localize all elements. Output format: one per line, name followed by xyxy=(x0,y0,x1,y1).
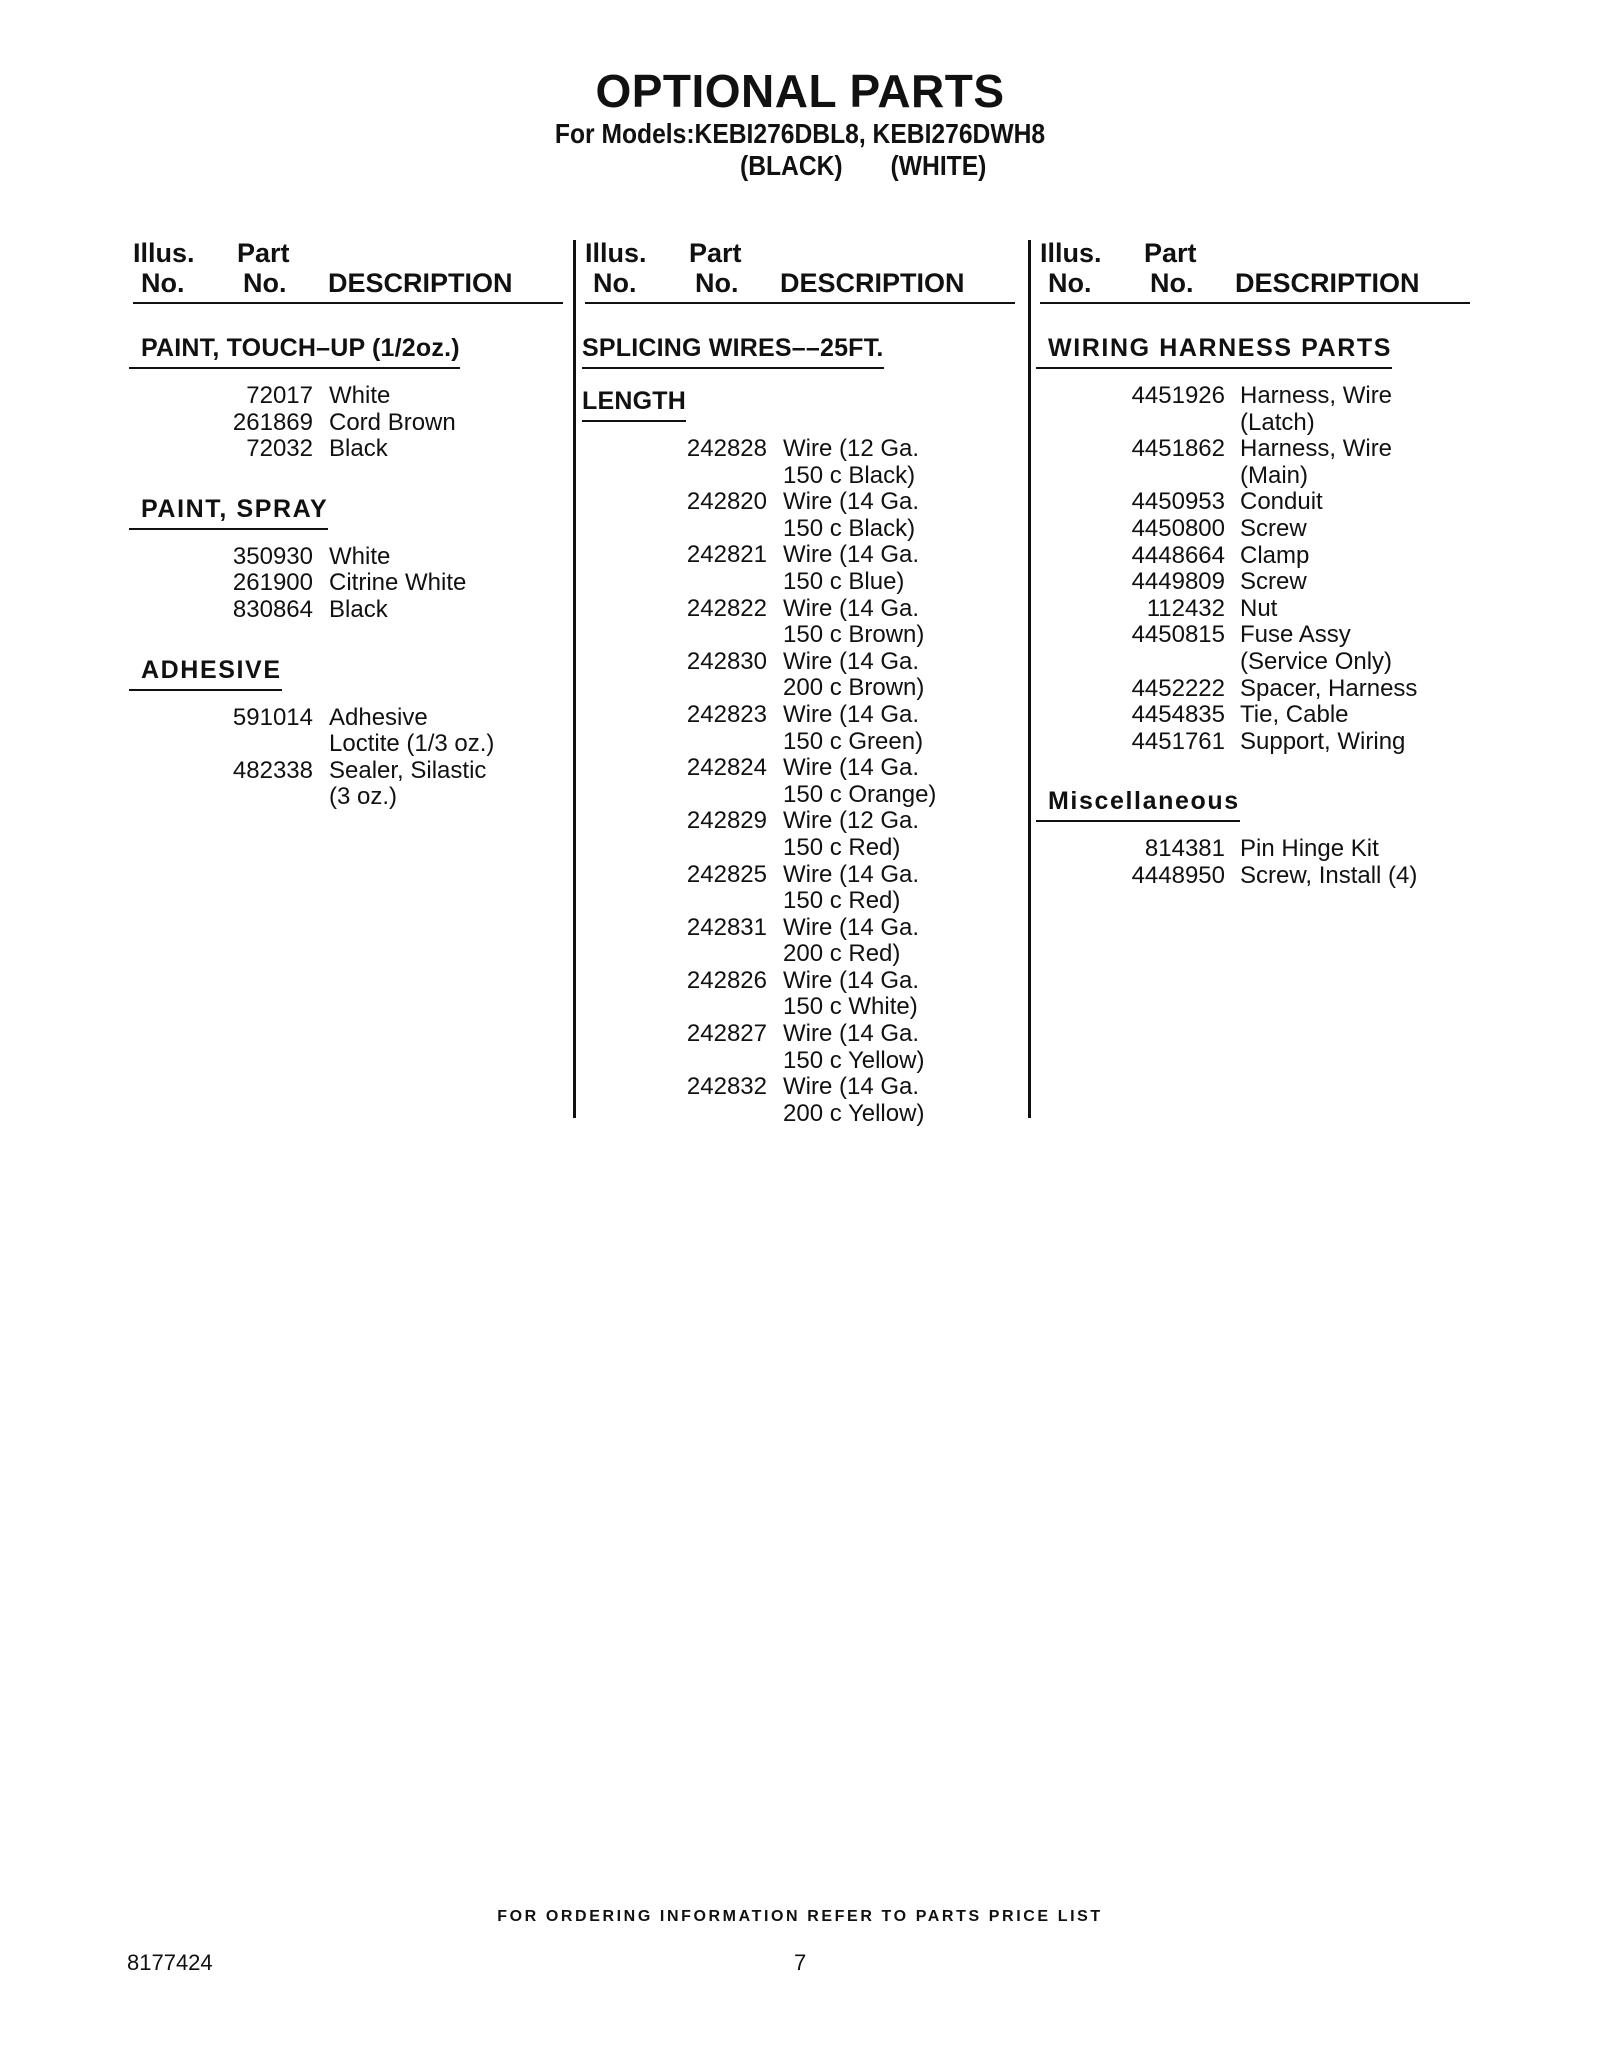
section-title: ADHESIVE xyxy=(129,656,282,691)
section-title: Miscellaneous xyxy=(1036,787,1240,822)
part-description: Wire (12 Ga. xyxy=(783,435,920,462)
header-part-2: No. xyxy=(243,268,287,298)
header-illus-2: No. xyxy=(1048,268,1092,298)
part-description: 150 c Orange) xyxy=(783,780,937,808)
part-number: 4449809 xyxy=(1131,568,1225,596)
part-description: Adhesive xyxy=(329,703,428,731)
part-row xyxy=(585,596,1015,649)
part-row xyxy=(133,544,563,571)
header-part-2: No. xyxy=(695,268,739,298)
part-description: (Service Only) xyxy=(1240,647,1393,675)
part-description: Black xyxy=(329,435,388,463)
part-row xyxy=(585,1074,1015,1127)
parts-list xyxy=(133,383,563,463)
part-row xyxy=(1040,436,1470,489)
part-row xyxy=(1040,569,1470,596)
part-description: 150 c White) xyxy=(783,993,918,1021)
part-row xyxy=(133,597,563,624)
part-description: Wire (14 Ga. xyxy=(783,647,920,675)
part-description: Screw xyxy=(1240,514,1307,542)
part-row xyxy=(1040,489,1470,516)
part-description: Wire (14 Ga. xyxy=(783,594,920,622)
part-row xyxy=(1040,622,1470,675)
part-row xyxy=(585,489,1015,542)
model-colors-line: (BLACK) (WHITE) xyxy=(740,150,987,181)
part-description: (Main) xyxy=(1240,461,1309,489)
parts-column-2 xyxy=(582,238,1015,1151)
part-row xyxy=(585,862,1015,915)
part-row xyxy=(1040,702,1470,729)
part-number: 242821 xyxy=(686,541,767,569)
part-number: 4451926 xyxy=(1131,382,1225,409)
part-row xyxy=(133,410,563,437)
part-description: Support, Wiring xyxy=(1240,727,1406,755)
part-description: Spacer, Harness xyxy=(1240,674,1418,702)
header-part-2: No. xyxy=(1150,268,1194,298)
part-description: White xyxy=(329,542,391,570)
part-number: 242830 xyxy=(686,647,767,675)
header-desc: DESCRIPTION xyxy=(1235,268,1420,298)
part-row xyxy=(585,915,1015,968)
header-part-1: Part xyxy=(237,238,290,268)
part-description: Wire (14 Ga. xyxy=(783,1020,920,1048)
part-number: 261869 xyxy=(232,408,313,436)
part-row xyxy=(1040,516,1470,543)
part-number: 242824 xyxy=(686,754,767,782)
part-number: 242827 xyxy=(686,1020,767,1048)
part-description: Nut xyxy=(1240,594,1278,622)
part-description: (3 oz.) xyxy=(329,783,398,811)
page-title: OPTIONAL PARTS xyxy=(595,65,1005,117)
part-row xyxy=(585,808,1015,861)
part-description: Harness, Wire xyxy=(1240,435,1393,463)
part-number: 242826 xyxy=(686,966,767,994)
column-divider xyxy=(573,240,576,1118)
part-description: 150 c Yellow) xyxy=(783,1046,925,1074)
header-desc: DESCRIPTION xyxy=(328,268,513,298)
page-number: 7 xyxy=(794,1950,807,1975)
part-number: 242829 xyxy=(686,807,767,835)
part-number: 814381 xyxy=(1144,835,1225,863)
part-description: 200 c Brown) xyxy=(783,674,925,702)
part-number: 261900 xyxy=(232,569,313,597)
header-rule xyxy=(133,302,563,304)
header-illus-2: No. xyxy=(593,268,637,298)
column-header xyxy=(1040,238,1470,302)
header-illus-1: Illus. xyxy=(1040,238,1102,268)
part-description: Wire (14 Ga. xyxy=(783,754,920,782)
header-part-1: Part xyxy=(689,238,742,268)
parts-list xyxy=(133,705,563,811)
part-number: 4450815 xyxy=(1131,621,1225,649)
parts-list xyxy=(133,544,563,624)
part-number: 242825 xyxy=(686,860,767,888)
part-row xyxy=(1040,729,1470,756)
header-illus-1: Illus. xyxy=(133,238,195,268)
part-row xyxy=(1040,383,1470,436)
part-description: 200 c Yellow) xyxy=(783,1099,925,1127)
part-description: Tie, Cable xyxy=(1240,701,1349,729)
parts-list xyxy=(1040,836,1470,889)
part-description: Conduit xyxy=(1240,488,1323,516)
part-description: Loctite (1/3 oz.) xyxy=(329,730,495,758)
part-description: Black xyxy=(329,595,388,623)
header-rule xyxy=(585,302,1015,304)
part-number: 4452222 xyxy=(1131,674,1225,702)
part-row xyxy=(1040,863,1470,890)
part-description: Wire (14 Ga. xyxy=(783,541,920,569)
part-description: Wire (12 Ga. xyxy=(783,807,920,835)
part-row xyxy=(133,570,563,597)
section-title: PAINT, TOUCH–UP (1/2oz.) xyxy=(129,334,460,369)
part-number: 72017 xyxy=(246,382,313,409)
part-row xyxy=(133,758,563,811)
part-number: 242831 xyxy=(686,913,767,941)
header-illus-1: Illus. xyxy=(585,238,647,268)
section-title-continued: LENGTH xyxy=(582,387,686,422)
column-header xyxy=(585,238,1015,302)
part-description: 150 c Blue) xyxy=(783,567,905,595)
part-description: Harness, Wire xyxy=(1240,382,1393,409)
section-title: SPLICING WIRES––25FT. xyxy=(582,334,884,369)
part-number: 242828 xyxy=(686,435,767,462)
part-row xyxy=(585,968,1015,1021)
part-description: Wire (14 Ga. xyxy=(783,913,920,941)
part-number: 4451761 xyxy=(1131,727,1225,755)
part-number: 242832 xyxy=(686,1073,767,1101)
models-line: For Models:KEBI276DBL8, KEBI276DWH8 xyxy=(554,118,1046,149)
part-number: 4450953 xyxy=(1131,488,1225,516)
part-row xyxy=(133,383,563,410)
part-description: Screw xyxy=(1240,568,1307,596)
column-divider xyxy=(1028,240,1031,1118)
document-number: 8177424 xyxy=(127,1950,213,1975)
parts-column-1 xyxy=(133,238,563,835)
section-title: WIRING HARNESS PARTS xyxy=(1036,334,1392,369)
part-description: Wire (14 Ga. xyxy=(783,1073,920,1101)
part-description: Fuse Assy xyxy=(1240,621,1351,649)
part-description: Pin Hinge Kit xyxy=(1240,835,1379,863)
ordering-note: FOR ORDERING INFORMATION REFER TO PARTS PRICE LIST xyxy=(497,1908,1103,1925)
part-row xyxy=(585,649,1015,702)
part-row xyxy=(585,755,1015,808)
part-description: Screw, Install (4) xyxy=(1240,861,1418,889)
part-description: 200 c Red) xyxy=(783,940,901,968)
part-row xyxy=(585,436,1015,489)
part-number: 242820 xyxy=(686,488,767,516)
header-part-1: Part xyxy=(1144,238,1197,268)
part-row xyxy=(1040,543,1470,570)
part-description: Wire (14 Ga. xyxy=(783,488,920,516)
part-description: Cord Brown xyxy=(329,408,456,436)
part-row xyxy=(585,1021,1015,1074)
part-row xyxy=(1040,596,1470,623)
part-row xyxy=(1040,836,1470,863)
part-description: Clamp xyxy=(1240,541,1310,569)
parts-column-3 xyxy=(1040,238,1470,914)
part-number: 242822 xyxy=(686,594,767,622)
part-number: 4451862 xyxy=(1131,435,1225,463)
part-description: 150 c Red) xyxy=(783,887,901,915)
part-description: 150 c Brown) xyxy=(783,621,925,649)
section-title: PAINT, SPRAY xyxy=(129,495,328,530)
part-number: 482338 xyxy=(232,756,313,784)
header-rule xyxy=(1040,302,1470,304)
part-description: 150 c Green) xyxy=(783,727,924,755)
part-number: 4448664 xyxy=(1131,541,1225,569)
header-illus-2: No. xyxy=(141,268,185,298)
part-description: 150 c Black) xyxy=(783,514,916,542)
part-description: 150 c Red) xyxy=(783,833,901,861)
part-number: 4448950 xyxy=(1131,861,1225,889)
column-header xyxy=(133,238,563,302)
part-number: 591014 xyxy=(232,703,313,731)
part-row xyxy=(585,702,1015,755)
part-description: White xyxy=(329,382,391,409)
part-row xyxy=(1040,676,1470,703)
part-description: (Latch) xyxy=(1240,408,1315,436)
part-number: 4450800 xyxy=(1131,514,1225,542)
parts-list xyxy=(1040,383,1470,755)
part-row xyxy=(133,436,563,463)
part-number: 242823 xyxy=(686,700,767,728)
parts-list xyxy=(585,436,1015,1127)
part-description: Citrine White xyxy=(329,569,467,597)
part-number: 830864 xyxy=(232,595,313,623)
part-number: 4454835 xyxy=(1131,701,1225,729)
part-description: 150 c Black) xyxy=(783,461,916,489)
part-row xyxy=(585,542,1015,595)
header-desc: DESCRIPTION xyxy=(780,268,965,298)
part-number: 72032 xyxy=(246,435,313,463)
part-number: 112432 xyxy=(1146,594,1225,622)
part-description: Wire (14 Ga. xyxy=(783,860,920,888)
part-description: Sealer, Silastic xyxy=(329,756,487,784)
part-number: 350930 xyxy=(232,542,313,570)
part-description: Wire (14 Ga. xyxy=(783,966,920,994)
part-row xyxy=(133,705,563,758)
part-description: Wire (14 Ga. xyxy=(783,700,920,728)
